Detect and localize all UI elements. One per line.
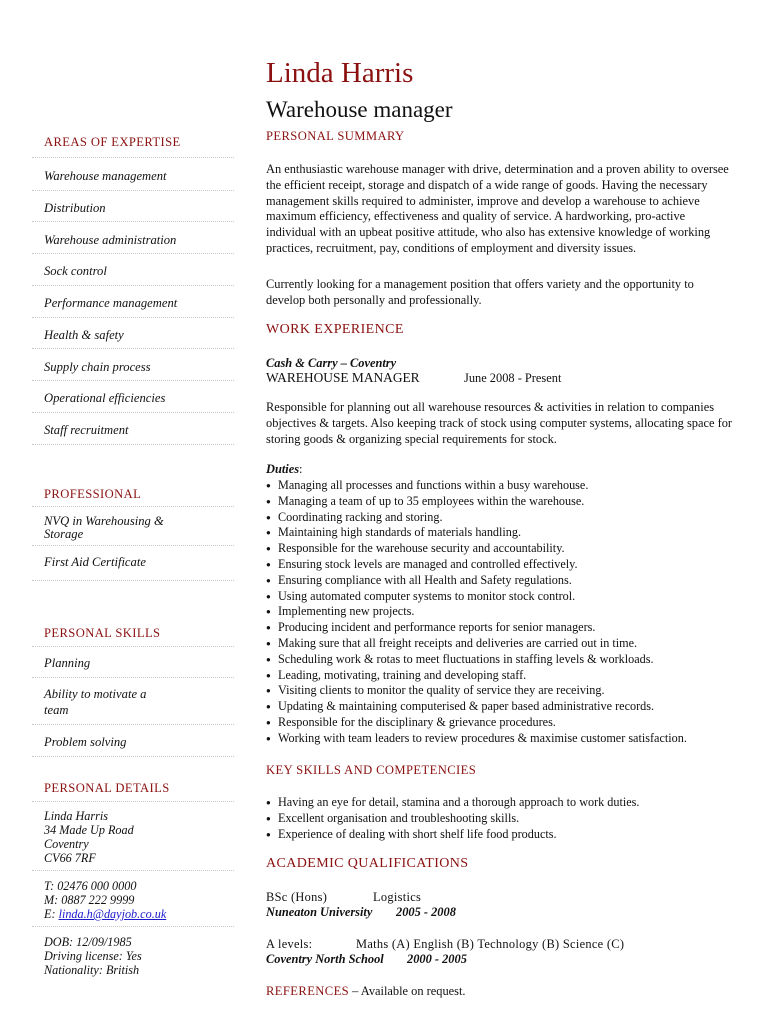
- duty-item: ● Working with team leaders to review procedures & maximise customer satisfaction.: [266, 731, 736, 747]
- professional-item: NVQ in Warehousing &: [44, 514, 164, 528]
- divider: [32, 870, 234, 871]
- university-row: [266, 905, 736, 921]
- duty-item: ● Responsible for the warehouse security and accountability.: [266, 541, 736, 557]
- divider: [32, 545, 234, 546]
- divider: [32, 317, 234, 318]
- divider: [32, 253, 234, 254]
- references-dash: –: [349, 984, 361, 998]
- duty-item: ● Ensuring stock levels are managed and controlled effectively.: [266, 557, 736, 573]
- phone-number: T: 02476 000 0000: [44, 879, 137, 893]
- duties-colon: :: [299, 462, 303, 476]
- expertise-item: Health & safety: [44, 328, 124, 342]
- school-years: 2000 - 2005: [407, 952, 467, 966]
- duty-item: ● Responsible for the disciplinary & grievance procedures.: [266, 715, 736, 731]
- key-skill-item: ● Excellent organisation and troubleshooting skills.: [266, 811, 736, 827]
- expertise-item: Warehouse management: [44, 169, 167, 183]
- professional-item: First Aid Certificate: [44, 555, 146, 569]
- nationality: Nationality: British: [44, 963, 140, 977]
- duty-item: ● Updating & maintaining computerised & paper based administrative records.: [266, 699, 736, 715]
- address-line: Coventry: [44, 837, 89, 851]
- work-experience-heading: WORK EXPERIENCE: [266, 322, 404, 337]
- divider: [32, 285, 234, 286]
- expertise-item: Warehouse administration: [44, 233, 177, 247]
- alevels-grades: Maths (A) English (B) Technology (B) Science (C): [356, 937, 625, 951]
- divider: [32, 412, 234, 413]
- divider: [32, 580, 234, 581]
- degree-subject: Logistics: [373, 890, 422, 904]
- job-title: WAREHOUSE MANAGER: [266, 370, 420, 385]
- references-row: [266, 984, 736, 1000]
- job-dates: June 2008 - Present: [464, 371, 562, 385]
- duties-list: [266, 478, 736, 747]
- duty-item: ● Implementing new projects.: [266, 604, 736, 620]
- school-row: [266, 952, 736, 968]
- personal-info-block: [44, 935, 142, 977]
- divider: [32, 646, 234, 647]
- skill-item: Ability to motivate a: [44, 687, 147, 701]
- duty-item: ● Managing all processes and functions within a busy warehouse.: [266, 478, 736, 494]
- email-link[interactable]: linda.h@dayjob.co.uk: [58, 907, 167, 921]
- university-years: 2005 - 2008: [396, 905, 456, 919]
- divider: [32, 348, 234, 349]
- duty-item: ● Visiting clients to monitor the quality of service they are receiving.: [266, 683, 736, 699]
- duty-item: ● Producing incident and performance reports for senior managers.: [266, 620, 736, 636]
- address-line: CV66 7RF: [44, 851, 96, 865]
- employer: Cash & Carry – Coventry: [266, 356, 397, 370]
- personal-summary-heading: PERSONAL SUMMARY: [266, 129, 405, 143]
- divider: [32, 677, 234, 678]
- summary-paragraph: An enthusiastic warehouse manager with drive, determination and a proven ability to oversee the efficient receipt, storage and dispatch of a wide range of goods. Having the necessary management skills required to administer, improve and develop a warehouse to achieve maximum efficiency, effectiveness and quality of service. A hardworking, pro-active individual with an upbeat positive attitude, who also has extensive knowledge of working practices, recruitment, pay, conditions of employment and diversity issues.: [266, 162, 729, 255]
- references-heading: REFERENCES: [266, 984, 350, 998]
- job-row: [266, 370, 736, 387]
- summary-paragraph-2: Currently looking for a management position that offers variety and the opportunity to develop both personally and professionally.: [266, 277, 694, 307]
- expertise-item: Distribution: [44, 201, 106, 215]
- duty-item: ● Scheduling work & rotas to meet fluctuations in staffing levels & workloads.: [266, 652, 736, 668]
- duties-label: Duties: [266, 462, 300, 476]
- duty-item: ● Leading, motivating, training and developing staff.: [266, 668, 736, 684]
- divider: [32, 506, 234, 507]
- alevels-row: [266, 937, 736, 953]
- address-block: [44, 809, 134, 865]
- duty-item: ● Ensuring compliance with all Health and Safety regulations.: [266, 573, 736, 589]
- job-title-heading: Warehouse manager: [266, 97, 453, 122]
- professional-heading: PROFESSIONAL: [44, 487, 142, 501]
- divider: [32, 380, 234, 381]
- skill-item: Problem solving: [44, 735, 127, 749]
- date-of-birth: DOB: 12/09/1985: [44, 935, 132, 949]
- key-skills-list: [266, 795, 736, 842]
- divider: [32, 444, 234, 445]
- candidate-name: Linda Harris: [266, 57, 414, 89]
- expertise-item: Operational efficiencies: [44, 391, 166, 405]
- address-line: 34 Made Up Road: [44, 823, 134, 837]
- professional-item: Storage: [44, 527, 84, 541]
- expertise-item: Staff recruitment: [44, 423, 129, 437]
- degree: BSc (Hons): [266, 890, 328, 904]
- divider: [32, 756, 234, 757]
- academic-heading: ACADEMIC QUALIFICATIONS: [266, 856, 469, 871]
- duty-item: ● Making sure that all freight receipts and deliveries are carried out in time.: [266, 636, 736, 652]
- contact-block: [44, 879, 166, 921]
- personal-skills-heading: PERSONAL SKILLS: [44, 626, 161, 640]
- divider: [32, 724, 234, 725]
- degree-row: [266, 890, 736, 906]
- mobile-number: M: 0887 222 9999: [44, 893, 135, 907]
- duty-item: ● Maintaining high standards of materials handling.: [266, 525, 736, 541]
- address-line: Linda Harris: [44, 809, 109, 823]
- job-description: Responsible for planning out all warehouse resources & activities in relation to companies objectives & targets. Also keeping track of stock using computer systems, allocating space for storing goods & organizing special requirements for stock.: [266, 400, 733, 446]
- divider: [32, 221, 234, 222]
- duties-label-row: [266, 462, 736, 478]
- skill-item: Planning: [44, 656, 91, 670]
- expertise-item: Supply chain process: [44, 360, 151, 374]
- university: Nuneaton University: [266, 905, 373, 919]
- key-skills-heading: KEY SKILLS AND COMPETENCIES: [266, 763, 477, 777]
- driving-license: Driving license: Yes: [44, 949, 142, 963]
- skill-item: team: [44, 703, 69, 717]
- references-text: Available on request.: [360, 984, 466, 998]
- areas-of-expertise-heading: AREAS OF EXPERTISE: [44, 135, 181, 149]
- divider: [32, 926, 234, 927]
- divider: [32, 801, 234, 802]
- school: Coventry North School: [266, 952, 384, 966]
- divider: [32, 157, 234, 158]
- personal-details-heading: PERSONAL DETAILS: [44, 781, 170, 795]
- expertise-item: Performance management: [44, 296, 178, 310]
- duty-item: ● Managing a team of up to 35 employees within the warehouse.: [266, 494, 736, 510]
- expertise-item: Sock control: [44, 264, 107, 278]
- alevels-label: A levels:: [266, 937, 313, 951]
- key-skill-item: ● Having an eye for detail, stamina and a thorough approach to work duties.: [266, 795, 736, 811]
- key-skill-item: ● Experience of dealing with short shelf life food products.: [266, 827, 736, 843]
- email-label: E:: [44, 907, 59, 921]
- email-row: [44, 907, 166, 921]
- duty-item: ● Using automated computer systems to monitor stock control.: [266, 589, 736, 605]
- duty-item: ● Coordinating racking and storing.: [266, 510, 736, 526]
- divider: [32, 190, 234, 191]
